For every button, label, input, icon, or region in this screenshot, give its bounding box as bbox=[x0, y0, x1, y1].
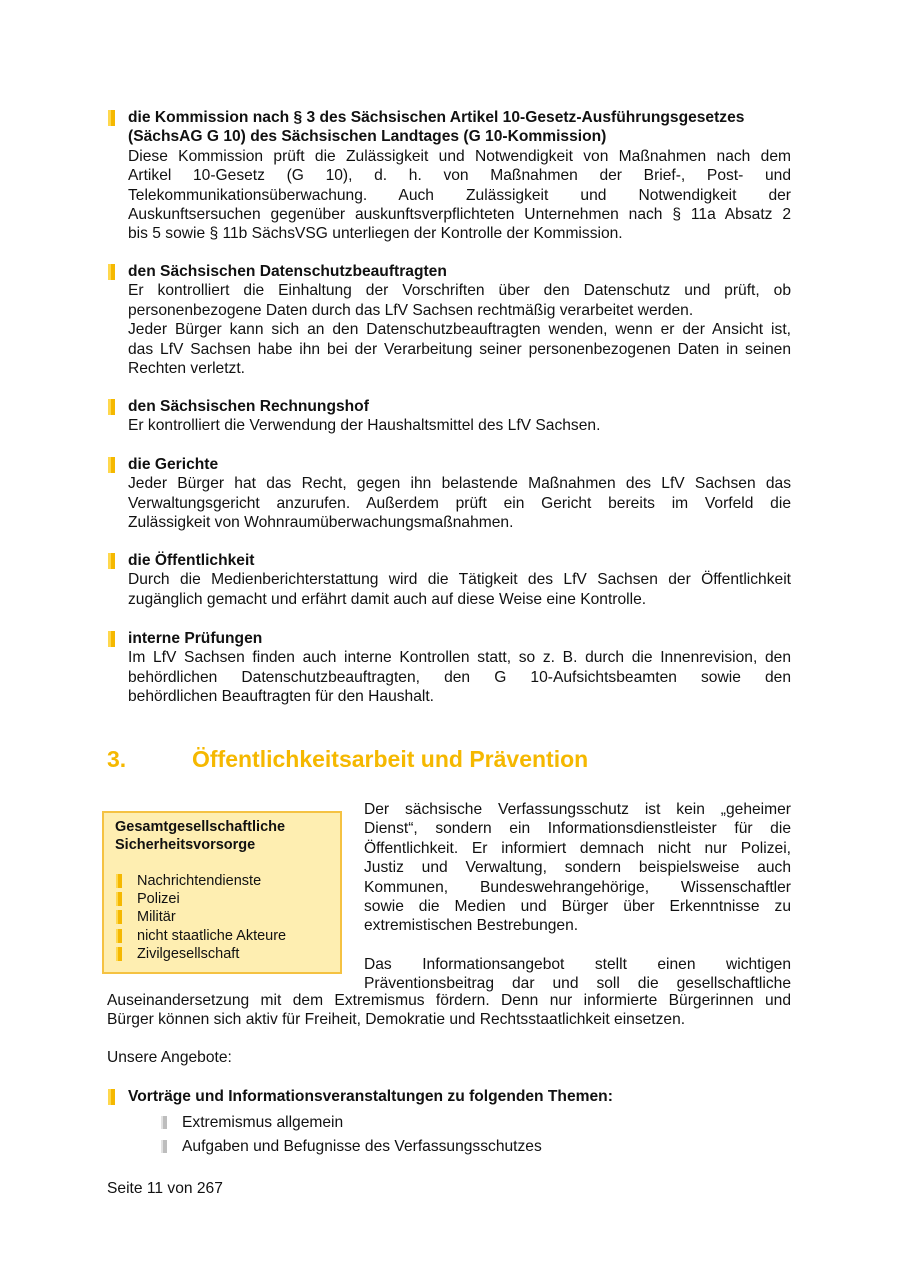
list-item-datenschutzbeauftragter bbox=[128, 262, 791, 378]
info-box-item bbox=[114, 908, 339, 926]
info-box-item-label: nicht staatliche Akteure bbox=[137, 927, 287, 944]
info-box-item-label: Polizei bbox=[137, 891, 180, 908]
bullet-marker bbox=[108, 457, 115, 473]
intro-paragraph bbox=[364, 800, 791, 994]
item-title: die Kommission nach § 3 des Sächsischen Artikel 10-Gesetz-Ausführungsgesetzes bbox=[128, 109, 745, 126]
info-box-item bbox=[114, 872, 339, 890]
bullet-marker bbox=[116, 874, 122, 888]
list-item-rechnungshof bbox=[128, 397, 791, 436]
section-title: Öffentlichkeitsarbeit und Prävention bbox=[192, 746, 589, 772]
paragraph-line: Das Informationsangebot stellt einen wichtigen bbox=[364, 955, 791, 973]
item-text: bis 5 sowie § 11b SächsVSG unterliegen der Kontrolle der Kommission. bbox=[128, 225, 623, 243]
item-title: (SächsAG G 10) des Sächsischen Landtages (G 10-Kommission) bbox=[128, 128, 607, 146]
item-text: Verwaltungsgericht anzurufen. Außerdem prüft ein Gericht bereits im Vorfeld die bbox=[128, 494, 791, 512]
bullet-marker bbox=[116, 947, 122, 961]
item-text: Auskunftsersuchen gegenüber auskunftsverpflichteten Unternehmen nach § 11a Absatz 2 bbox=[128, 206, 791, 224]
item-text: Rechten verletzt. bbox=[128, 360, 246, 378]
info-box-item bbox=[114, 890, 339, 908]
info-box-item-label: Nachrichtendienste bbox=[137, 873, 262, 889]
bullet-marker bbox=[116, 910, 122, 924]
info-box-item bbox=[114, 927, 339, 945]
paragraph-line: Öffentlichkeit. Er informiert demnach nicht nur Polizei, bbox=[364, 839, 791, 857]
paragraph-line: Präventionsbeitrag dar und soll die gesellschaftliche bbox=[364, 975, 791, 993]
offers-title: Vorträge und Informationsveranstaltungen zu folgenden Themen: bbox=[128, 1088, 613, 1105]
paragraph-line: extremistischen Bestrebungen. bbox=[364, 917, 579, 935]
info-box-item bbox=[114, 945, 339, 963]
info-box-list bbox=[114, 872, 339, 963]
section-heading bbox=[107, 745, 807, 773]
info-box bbox=[102, 811, 342, 974]
item-text: behördlichen Datenschutzbeauftragten, den G 10-Aufsichtsbeamten sowie den bbox=[128, 668, 791, 686]
bullet-marker bbox=[116, 892, 122, 906]
bullet-marker bbox=[108, 110, 115, 126]
list-item-g10-kommission bbox=[128, 108, 791, 244]
list-item-interne-pruefungen bbox=[128, 629, 791, 707]
bullet-marker bbox=[108, 631, 115, 647]
item-text: Im LfV Sachsen finden auch interne Kontrollen statt, so z. B. durch die Innenrevision, den bbox=[128, 649, 791, 667]
item-title: den Sächsischen Datenschutzbeauftragten bbox=[128, 263, 447, 280]
item-text: Durch die Medienberichterstattung wird die Tätigkeit des LfV Sachsen der Öffentlichkeit bbox=[128, 571, 791, 589]
paragraph-line: Justiz und Verwaltung, sondern beispielsweise auch bbox=[364, 859, 791, 877]
bullet-marker bbox=[108, 264, 115, 280]
item-text: Zulässigkeit von Wohnraumüberwachungsmaßnahmen. bbox=[128, 514, 514, 532]
bullet-marker bbox=[108, 1089, 115, 1105]
item-text: zugänglich gemacht und erfährt damit auch auf diese Weise eine Kontrolle. bbox=[128, 590, 647, 608]
item-text: behördlichen Beauftragten für den Haushalt. bbox=[128, 688, 435, 706]
item-text: Diese Kommission prüft die Zulässigkeit und Notwendigkeit von Maßnahmen nach dem bbox=[128, 147, 791, 165]
item-text: personenbezogene Daten durch das LfV Sachsen rechtmäßig verarbeitet werden. bbox=[128, 301, 694, 319]
offers-item bbox=[128, 1087, 791, 1106]
paragraph-line: sowie die Medien und Bürger über Erkenntnisse zu bbox=[364, 898, 791, 916]
item-text: Er kontrolliert die Einhaltung der Vorschriften über den Datenschutz und prüft, ob bbox=[128, 282, 791, 300]
item-text: Jeder Bürger hat das Recht, gegen ihn belastende Maßnahmen des LfV Sachsen das bbox=[128, 475, 791, 493]
paragraph-line: Kommunen, Bundeswehrangehörige, Wissenschaftler bbox=[364, 878, 791, 896]
offer-topic: Aufgaben und Befugnisse des Verfassungsschutzes bbox=[182, 1138, 542, 1155]
paragraph-line: Bürger können sich aktiv für Freiheit, Demokratie und Rechtsstaatlichkeit einsetzen. bbox=[107, 1011, 686, 1029]
page-number: Seite 11 von 267 bbox=[107, 1180, 223, 1197]
paragraph-line: Der sächsische Verfassungsschutz ist kein „geheimer bbox=[364, 801, 791, 818]
offers-label: Unsere Angebote: bbox=[107, 1049, 232, 1066]
paragraph-spacer bbox=[364, 936, 791, 955]
item-text: Artikel 10-Gesetz (G 10), d. h. von Maßnahmen der Brief-, Post- und bbox=[128, 167, 791, 185]
paragraph-line: Auseinandersetzung mit dem Extremismus fördern. Denn nur informierte Bürgerinnen und bbox=[107, 992, 791, 1009]
item-text: das LfV Sachsen habe ihn bei der Verarbeitung seiner personenbezogenen Daten in seinen bbox=[128, 340, 791, 358]
list-item-oeffentlichkeit bbox=[128, 551, 791, 609]
item-title: die Gerichte bbox=[128, 456, 219, 473]
item-text: Er kontrolliert die Verwendung der Haushaltsmittel des LfV Sachsen. bbox=[128, 417, 601, 435]
item-title: die Öffentlichkeit bbox=[128, 552, 255, 569]
sub-bullet-marker bbox=[161, 1116, 167, 1129]
item-text: Telekommunikationsüberwachung. Auch Zulässigkeit und Notwendigkeit der bbox=[128, 186, 791, 204]
prevention-paragraph bbox=[107, 991, 791, 1030]
list-item-gerichte bbox=[128, 455, 791, 533]
item-title: interne Prüfungen bbox=[128, 630, 263, 647]
section-number: 3. bbox=[107, 746, 127, 772]
offer-topic: Extremismus allgemein bbox=[182, 1114, 344, 1131]
info-box-title-line: Sicherheitsvorsorge bbox=[115, 836, 256, 853]
item-title: den Sächsischen Rechnungshof bbox=[128, 398, 369, 415]
info-box-item-label: Militär bbox=[137, 909, 176, 926]
bullet-marker bbox=[116, 929, 122, 943]
info-box-item-label: Zivilgesellschaft bbox=[137, 945, 240, 962]
bullet-marker bbox=[108, 399, 115, 415]
item-text: Jeder Bürger kann sich an den Datenschutzbeauftragten wenden, wenn er der Ansicht ist, bbox=[128, 321, 791, 339]
info-box-title-line: Gesamtgesellschaftliche bbox=[115, 819, 286, 835]
info-box-title bbox=[115, 819, 335, 854]
paragraph-line: Dienst“, sondern ein Informationsdienstleister für die bbox=[364, 820, 791, 838]
sub-bullet-marker bbox=[161, 1140, 167, 1153]
bullet-marker bbox=[108, 553, 115, 569]
